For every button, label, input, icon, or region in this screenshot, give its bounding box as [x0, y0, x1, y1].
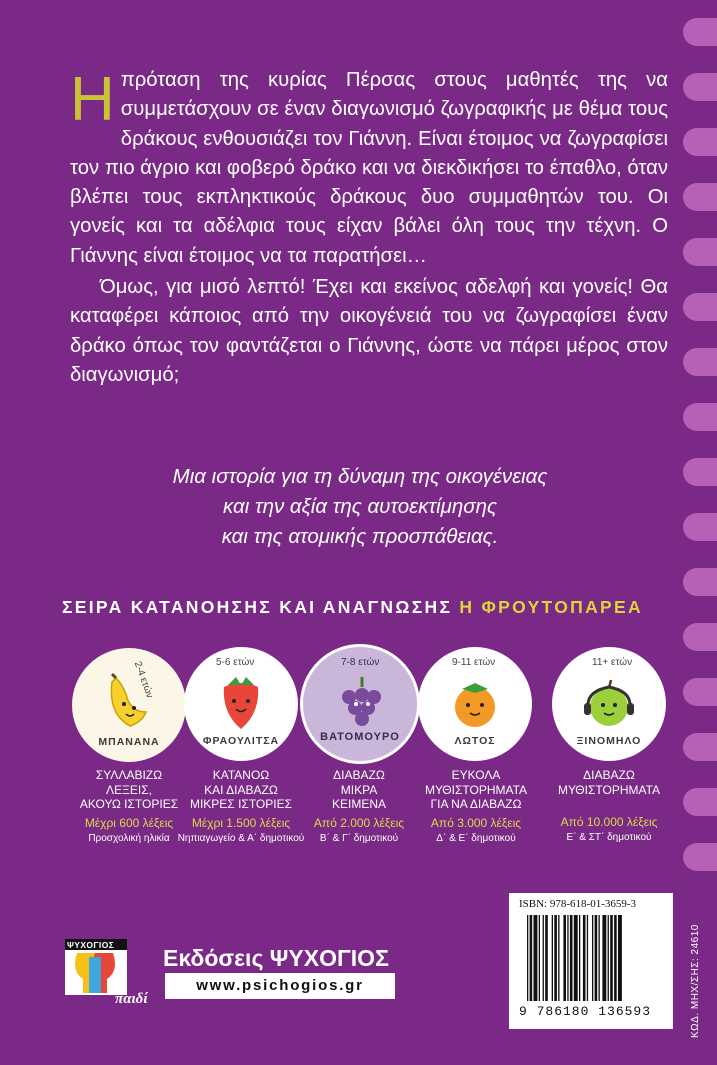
badge-fruit-name: ΞΙΝΟΜΗΛΟ — [576, 735, 642, 747]
badge-fruit-name: ΛΩΤΟΣ — [454, 735, 496, 747]
side-tab — [683, 183, 717, 211]
level-line: ΜΥΘΙΣΤΟΡΗΜΑΤΑ — [424, 782, 528, 797]
side-tab — [683, 788, 717, 816]
series-prefix: ΣΕΙΡΑ ΚΑΤΑΝΟΗΣΗΣ ΚΑΙ ΑΝΑΓΝΩΣΗΣ — [62, 597, 453, 617]
side-tab — [683, 238, 717, 266]
barcode-bar — [554, 915, 557, 1001]
barcode-bar — [587, 915, 588, 1001]
synopsis-paragraph-2: Όμως, για μισό λεπτό! Έχει και εκείνος αδελφή και γονείς! Θα καταφέρει κάποιος από την οικογένειά του να ζωγραφίσει έναν δράκο όπως τον φαντάζεται ο Γιάννης, ώστε να πάρει μέρος στον διαγωνισμό; — [70, 276, 668, 386]
barcode-bar — [558, 915, 559, 1001]
barcode-bar — [539, 915, 540, 1001]
level-grade: Νηπιαγωγείο & Α΄ δημοτικού — [177, 832, 305, 844]
series-title — [62, 597, 682, 618]
badge-age: 5-6 ετών — [216, 657, 255, 668]
level-badge-banana — [72, 648, 186, 762]
barcode-bar — [530, 915, 533, 1001]
barcode-bar — [592, 915, 593, 1001]
badge-fruit-name: ΒΑΤΟΜΟΥΡΟ — [320, 731, 400, 743]
isbn-label: ISBN: 978-618-01-3659-3 — [519, 898, 637, 910]
badge-age: 9-11 ετών — [452, 657, 496, 668]
level-line: ΚΑΙ ΔΙΑΒΑΖΩ — [204, 782, 278, 797]
level-badge-blackberry — [300, 644, 420, 764]
barcode-bar — [602, 915, 606, 1001]
badge-fruit-name: ΜΠΑΝΑΝΑ — [98, 736, 160, 748]
badge-age: 11+ ετών — [592, 657, 633, 668]
level-line: ΚΑΤΑΝΟΩ — [212, 768, 270, 782]
barcode-bar — [570, 915, 573, 1001]
logo-sub-text: παιδί — [115, 991, 148, 1005]
level-line: ΑΚΟΥΩ ΙΣΤΟΡΙΕΣ — [79, 797, 179, 811]
tagline-line: και την αξία της αυτοεκτίμησης — [223, 495, 497, 518]
decorative-tabs — [667, 0, 717, 1065]
side-tab — [683, 128, 717, 156]
level-line: ΔΙΑΒΑΖΩ — [333, 768, 385, 782]
level-badge-strawberry — [184, 647, 298, 761]
publisher-name: Εκδόσεις ΨΥΧΟΓΙΟΣ — [163, 945, 389, 971]
badge-age: 7-8 ετών — [341, 657, 380, 668]
level-words: Μέχρι 600 λέξεις — [84, 815, 174, 830]
isbn-number: 9 786180 136593 — [519, 1004, 652, 1019]
logo-text: ΨΥΧΟΓΙΟΣ — [67, 940, 115, 950]
barcode-bar — [579, 915, 580, 1001]
level-badge-lotus — [418, 647, 532, 761]
barcode-icon — [523, 915, 659, 1003]
tagline-line: Μια ιστορία για τη δύναμη της οικογένειας — [172, 465, 548, 488]
side-tab — [683, 733, 717, 761]
barcode-bar — [595, 915, 598, 1001]
level-line: ΚΕΙΜΕΝΑ — [331, 797, 386, 811]
side-tab — [683, 568, 717, 596]
level-description-5 — [534, 768, 684, 843]
level-line: ΜΙΚΡΑ — [340, 782, 378, 797]
side-tab — [683, 458, 717, 486]
level-line: ΜΙΚΡΕΣ ΙΣΤΟΡΙΕΣ — [189, 797, 293, 811]
tagline — [80, 462, 640, 552]
badge-age: 2-4 ετών — [131, 660, 156, 700]
level-line: ΔΙΑΒΑΖΩ — [583, 768, 635, 782]
barcode-bar — [583, 915, 586, 1001]
level-line: ΜΥΘΙΣΤΟΡΗΜΑΤΑ — [557, 782, 661, 797]
barcode-bar — [618, 915, 622, 1001]
barcode-bar — [563, 915, 566, 1001]
drop-cap: Η — [70, 65, 115, 134]
badge-fruit-name: ΦΡΑΟΥΛΙΤΣΑ — [202, 735, 280, 747]
side-tab — [683, 293, 717, 321]
level-grade: Β΄ & Γ΄ δημοτικού — [319, 832, 399, 844]
publisher-logo — [63, 937, 149, 1005]
side-tab — [683, 73, 717, 101]
level-grade: Δ΄ & Ε΄ δημοτικού — [436, 832, 516, 844]
barcode-bar — [574, 915, 578, 1001]
blackberry-icon — [303, 647, 417, 761]
side-tab — [683, 843, 717, 871]
side-tab — [683, 18, 717, 46]
side-tab — [683, 678, 717, 706]
barcode-bar — [552, 915, 553, 1001]
barcode-bar — [534, 915, 538, 1001]
tagline-line: και της ατομικής προσπάθειας. — [221, 525, 499, 548]
side-tab — [683, 348, 717, 376]
barcode-bar — [567, 915, 568, 1001]
side-tab — [683, 513, 717, 541]
barcode-bar — [614, 915, 617, 1001]
publisher-url: www.psichogios.gr — [165, 973, 395, 999]
barcode-bar — [527, 915, 528, 1001]
side-tab — [683, 623, 717, 651]
side-tab — [683, 403, 717, 431]
level-words: Από 2.000 λέξεις — [313, 815, 405, 830]
barcode-bar — [545, 915, 548, 1001]
isbn-barcode-box — [509, 893, 673, 1029]
level-badge-apple — [552, 647, 666, 761]
series-name: Η ΦΡΟΥΤΟΠΑΡΕΑ — [459, 597, 643, 617]
level-line: ΕΥΚΟΛΑ — [451, 768, 501, 782]
product-code: ΚΩΔ. ΜΗΧ/ΣΗΣ: 24610 — [690, 924, 701, 1038]
synopsis — [70, 66, 668, 390]
barcode-bar — [608, 915, 609, 1001]
level-line: ΛΕΞΕΙΣ, — [106, 782, 152, 797]
barcode-bar — [543, 915, 544, 1001]
level-line: ΓΙΑ ΝΑ ΔΙΑΒΑΖΩ — [430, 797, 522, 811]
level-description-4 — [401, 768, 551, 844]
level-grade: Προσχολική ηλικία — [88, 832, 170, 844]
level-words: Από 10.000 λέξεις — [560, 815, 658, 829]
barcode-bar — [599, 915, 600, 1001]
synopsis-paragraph-1: πρόταση της κυρίας Πέρσας στους μαθητές της να συμμετάσχουν σε έναν διαγωνισμό ζωγραφικής με θέμα τους δράκους ενθουσιάζει τον Γιάννη. Είναι έτοιμος να ζωγραφίσει τον πιο άγριο και φοβερό δράκο και να διεκδικήσει το έπαθλο, όταν βλέπει τους εκπληκτικούς δράκους δυο συμμαθητών του. Οι γονείς και τα αδέλφια τους είχαν βάλει όλη τους την τέχνη. Ο Γιάννης είναι έτοιμος να τα παρατήσει… — [70, 69, 668, 267]
level-grade: Ε΄ & ΣΤ΄ δημοτικού — [566, 832, 652, 843]
level-words: Από 3.000 λέξεις — [430, 815, 522, 830]
level-words: Μέχρι 1.500 λέξεις — [191, 815, 291, 830]
barcode-bar — [610, 915, 613, 1001]
level-line: ΣΥΛΛΑΒΙΖΩ — [95, 768, 163, 782]
